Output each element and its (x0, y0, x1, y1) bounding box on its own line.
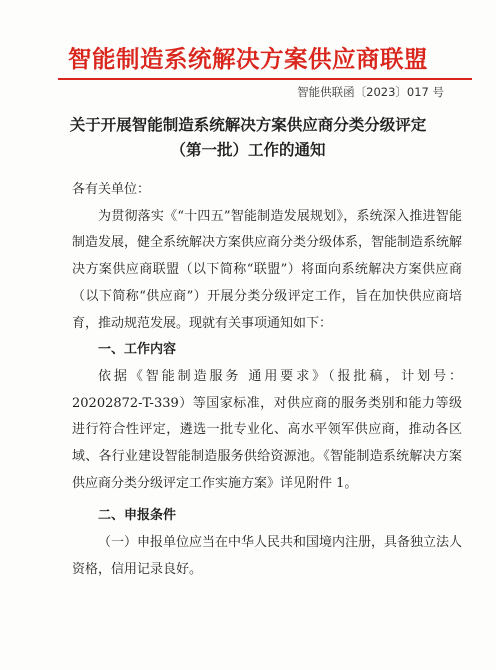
letterhead-org-title: 智能制造系统解决方案供应商联盟 (68, 45, 428, 73)
notice-title-line-1: 关于开展智能制造系统解决方案供应商分类分级评定 (69, 115, 427, 134)
intro-paragraph: 为贯彻落实《“十四五”智能制造发展规划》，系统深入推进智能制造发展，健全系统解决方案供应商分类分级体系，智能制造系统解决方案供应商联盟（以下简称“联盟”）将面向系统解决方案供应商（以下简称“供应商”）开展分类分级评定工作，旨在加快供应商培育，推动规范发展。现就有关事项通知如下： (72, 208, 463, 331)
notice-title (0, 112, 496, 162)
notice-body (72, 177, 462, 584)
document-number: 智能供联函〔2023〕017 号 (297, 85, 444, 99)
notice-title-line-2: （第一批）工作的通知 (170, 140, 326, 159)
section-1-paragraph: 依据《智能制造服务 通用要求》（报批稿，计划号：20202872-T-339）等国家标准，对供应商的服务类别和能力等级进行符合性评定，遴选一批专业化、高水平领军供应商，推动各区域、各行业建设智能制造服务供给资源池。《智能制造系统解决方案供应商分类分级评定工作实施方案》详见附件 1。 (72, 368, 462, 491)
salutation: 各有关单位： (72, 182, 151, 197)
section-2-item-1: （一）申报单位应当在中华人民共和国境内注册，具备独立法人资格，信用记录良好。 (72, 535, 463, 577)
letterhead-red-rule (58, 78, 472, 80)
section-2-heading: 二、申报条件 (98, 508, 177, 524)
section-1-heading: 一、工作内容 (98, 342, 177, 358)
